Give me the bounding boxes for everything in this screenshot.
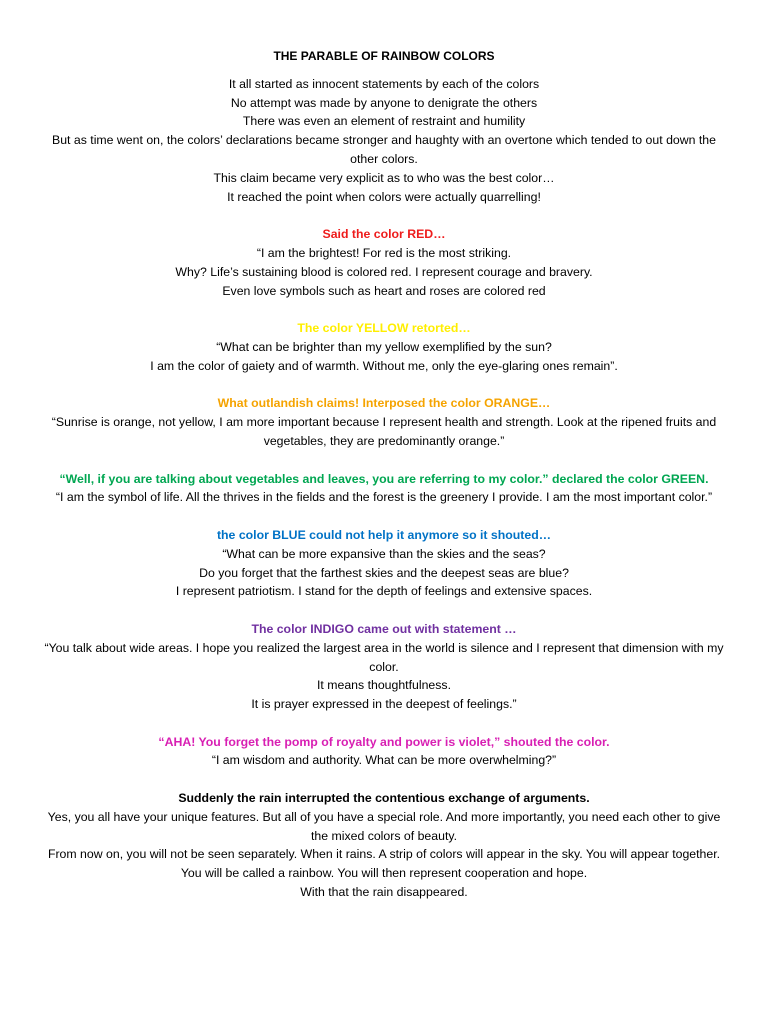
green-heading: “Well, if you are talking about vegetables and leaves, you are referring to my color.” declared the color GREEN.: [59, 471, 709, 486]
red-line: Why? Life’s sustaining blood is colored red. I represent courage and bravery.: [175, 264, 593, 279]
rain-heading: Suddenly the rain interrupted the contentious exchange of arguments.: [178, 791, 590, 806]
red-heading: Said the color RED…: [322, 227, 446, 242]
document-title: THE PARABLE OF RAINBOW COLORS: [273, 49, 495, 63]
yellow-stanza: [40, 319, 728, 375]
intro-line: There was even an element of restraint and humility: [242, 114, 526, 129]
rain-line: Yes, you all have your unique features. But all of you have a special role. And more importantly, you need each other to give the mixed colors of beauty.: [47, 809, 721, 843]
rain-line: From now on, you will not be seen separately. When it rains. A strip of colors will appear in the sky. You will appear together. You will be called a rainbow. You will then represent cooperation and hope.: [47, 847, 721, 881]
red-line: Even love symbols such as heart and roses are colored red: [222, 283, 546, 298]
blue-stanza: [40, 526, 728, 601]
intro-line: This claim became very explicit as to who was the best color…: [213, 170, 555, 185]
intro-line: It reached the point when colors were actually quarrelling!: [227, 189, 541, 204]
blue-line: I represent patriotism. I stand for the depth of feelings and extensive spaces.: [175, 584, 593, 599]
violet-heading: “AHA! You forget the pomp of royalty and power is violet,” shouted the color.: [158, 734, 610, 749]
rain-stanza: [40, 789, 728, 902]
blue-line: Do you forget that the farthest skies and the deepest seas are blue?: [199, 565, 569, 580]
intro-line: But as time went on, the colors’ declarations became stronger and haughty with an overtone which tended to out down the other colors.: [52, 133, 716, 166]
yellow-line: I am the color of gaiety and of warmth. Without me, only the eye-glaring ones remain”.: [150, 358, 618, 373]
blue-heading: the color BLUE could not help it anymore so it shouted…: [216, 527, 552, 542]
intro-stanza: [40, 75, 728, 207]
red-line: “I am the brightest! For red is the most striking.: [256, 245, 512, 260]
yellow-heading: The color YELLOW retorted…: [297, 321, 471, 336]
indigo-stanza: [40, 620, 728, 714]
yellow-line: “What can be brighter than my yellow exemplified by the sun?: [216, 339, 552, 354]
orange-line: “Sunrise is orange, not yellow, I am more important because I represent health and strength. Look at the ripened fruits and vegetables, they are predominantly orange.”: [51, 415, 717, 448]
blue-line: “What can be more expansive than the skies and the seas?: [222, 546, 546, 561]
red-stanza: [40, 225, 728, 300]
rain-line: With that the rain disappeared.: [300, 885, 468, 900]
orange-heading: What outlandish claims! Interposed the color ORANGE…: [217, 396, 551, 411]
intro-line: It all started as innocent statements by each of the colors: [228, 76, 540, 91]
indigo-line: It means thoughtfulness.: [317, 678, 451, 693]
indigo-heading: The color INDIGO came out with statement …: [251, 621, 517, 636]
violet-line: “I am wisdom and authority. What can be more overwhelming?”: [211, 753, 557, 768]
intro-line: No attempt was made by anyone to denigrate the others: [230, 95, 538, 110]
orange-stanza: [40, 394, 728, 450]
indigo-line: It is prayer expressed in the deepest of feelings.”: [251, 697, 517, 712]
green-stanza: [40, 470, 728, 508]
green-line: “I am the symbol of life. All the thrives in the fields and the forest is the greenery I provide. I am the most important color.”: [55, 490, 713, 505]
violet-stanza: [40, 733, 728, 771]
indigo-line: “You talk about wide areas. I hope you realized the largest area in the world is silence and I represent that dimension with my color.: [44, 640, 724, 674]
